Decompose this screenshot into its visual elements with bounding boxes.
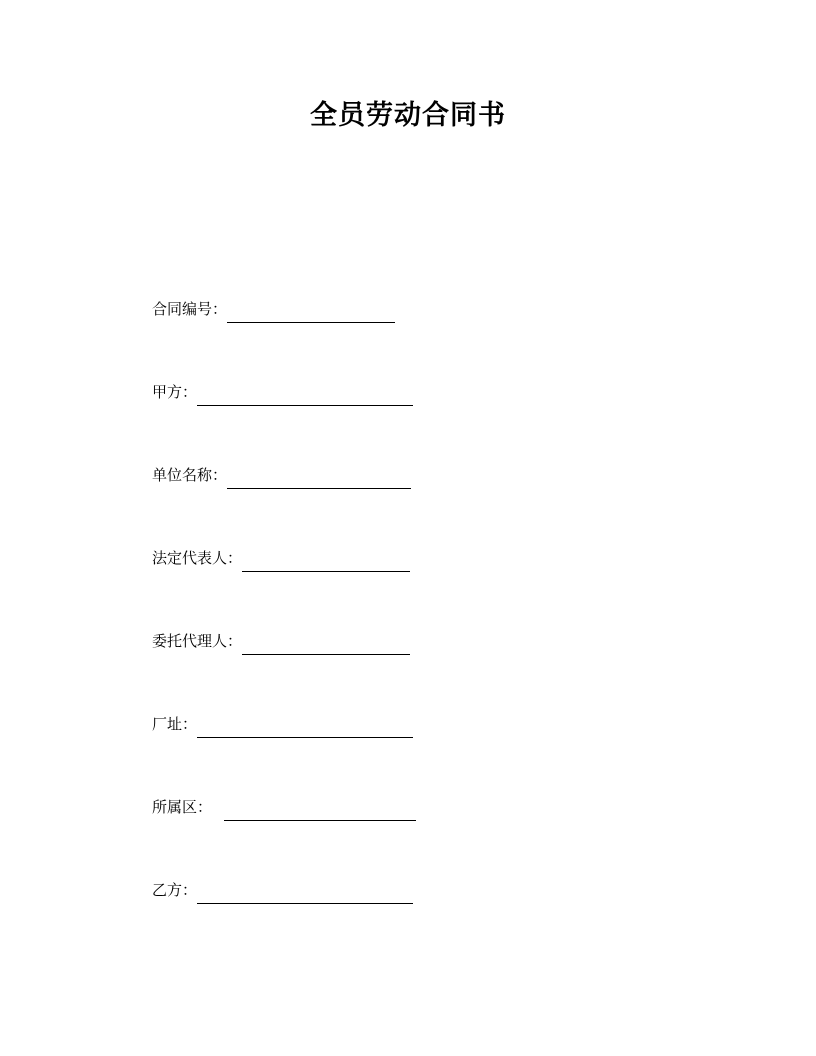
authorized-agent-blank[interactable] xyxy=(242,638,410,655)
party-a-field xyxy=(152,379,413,401)
contract-number-blank[interactable] xyxy=(227,306,395,323)
unit-name-label: 单位名称： xyxy=(152,466,228,484)
document-title: 全员劳动合同书 xyxy=(310,100,506,131)
district-label: 所属区： xyxy=(152,798,213,816)
factory-address-label: 厂址： xyxy=(152,715,198,733)
party-a-label: 甲方： xyxy=(152,383,198,401)
legal-representative-label: 法定代表人： xyxy=(152,549,243,567)
party-a-blank[interactable] xyxy=(197,389,413,406)
factory-address-blank[interactable] xyxy=(197,721,413,738)
authorized-agent-field xyxy=(152,628,410,650)
party-b-field xyxy=(152,877,413,899)
district-field xyxy=(152,794,416,816)
factory-address-field xyxy=(152,711,413,733)
unit-name-field xyxy=(152,462,411,484)
party-b-blank[interactable] xyxy=(197,887,413,904)
legal-representative-field xyxy=(152,545,410,567)
party-b-label: 乙方： xyxy=(152,881,198,899)
district-blank[interactable] xyxy=(224,804,416,821)
contract-number-field xyxy=(152,296,395,318)
unit-name-blank[interactable] xyxy=(227,472,411,489)
authorized-agent-label: 委托代理人： xyxy=(152,632,243,650)
legal-representative-blank[interactable] xyxy=(242,555,410,572)
contract-number-label: 合同编号： xyxy=(152,300,228,318)
